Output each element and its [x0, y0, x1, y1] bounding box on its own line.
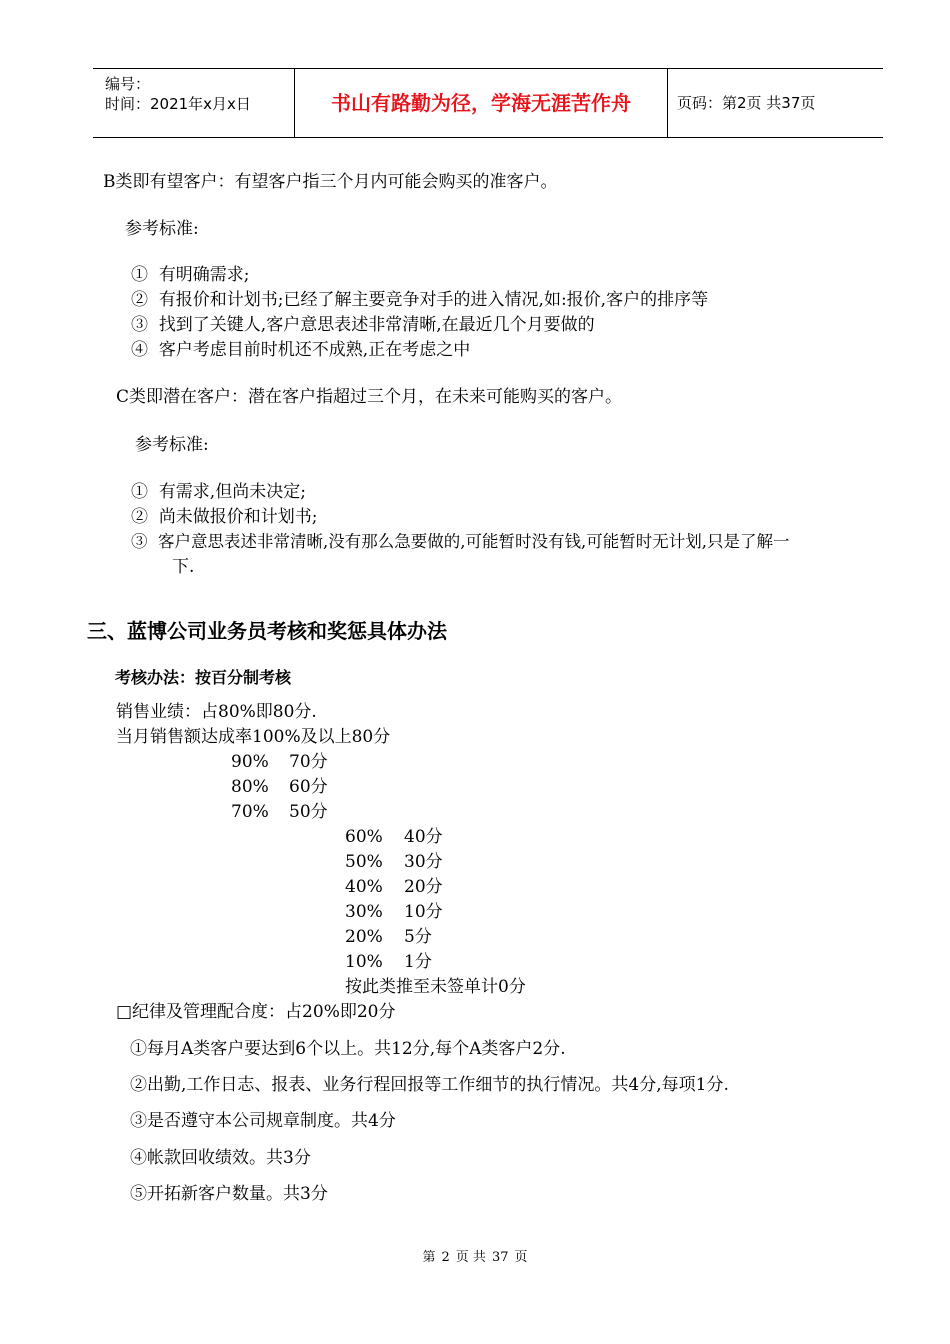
list-text: 找到了关键人,客户意思表述非常清晰,在最近几个月要做的 [158, 315, 595, 335]
footer-pre: 第 [422, 1250, 436, 1265]
score-pts: 50分 [289, 802, 328, 822]
list-item [131, 314, 595, 336]
score-pct: 10% [345, 952, 383, 972]
section-b-ref-label: 参考标准: [125, 219, 199, 239]
discipline-item: ⑤开拓新客户数量。共3分 [130, 1184, 328, 1204]
list-item [131, 289, 708, 311]
page-header [93, 68, 883, 138]
score-row [345, 876, 443, 898]
score-pct: 60% [345, 827, 383, 847]
header-meta-cell [93, 69, 295, 137]
page-footer [0, 1246, 950, 1265]
discipline-item: ③是否遵守本公司规章制度。共4分 [130, 1111, 396, 1131]
list-mark: ① [131, 265, 148, 285]
list-text: 尚未做报价和计划书; [158, 507, 318, 527]
number-label: 编号： [105, 75, 151, 93]
rate-line: 当月销售额达成率100%及以上80分 [116, 727, 391, 747]
score-pts: 30分 [404, 852, 443, 872]
section-3-heading: 三、蓝博公司业务员考核和奖惩具体办法 [87, 619, 447, 643]
score-pct: 70% [231, 802, 269, 822]
list-text: 客户考虑目前时机还不成熟,正在考虑之中 [158, 340, 471, 360]
list-item [131, 481, 306, 503]
score-row [345, 951, 432, 973]
score-pts: 1分 [404, 952, 432, 972]
score-pts: 70分 [289, 752, 328, 772]
footer-total: 37 [491, 1250, 509, 1265]
list-text: 有报价和计划书;已经了解主要竞争对手的进入情况,如:报价,客户的排序等 [158, 290, 709, 310]
footer-post: 页 [514, 1250, 528, 1265]
score-row [345, 851, 443, 873]
discipline-item: ①每月A类客户要达到6个以上。共12分,每个A类客户2分. [130, 1039, 566, 1059]
list-item-continuation: 下. [172, 557, 195, 577]
footer-mid: 页 共 [455, 1250, 486, 1265]
score-row [231, 801, 328, 823]
list-item [131, 339, 470, 361]
discipline-line: □纪律及管理配合度：占20%即20分 [116, 1002, 396, 1022]
header-motto: 书山有路勤为径，学海无涯苦作舟 [295, 69, 668, 137]
score-end-line: 按此类推至未签单计0分 [345, 977, 526, 997]
score-pct: 90% [231, 752, 269, 772]
score-row [345, 901, 443, 923]
list-mark: ③ [131, 532, 148, 551]
list-mark: ④ [131, 340, 148, 360]
list-text: 有明确需求; [158, 265, 250, 285]
score-pts: 5分 [404, 927, 432, 947]
list-item [131, 506, 318, 528]
score-pct: 40% [345, 877, 383, 897]
section-c-title: C类即潜在客户：潜在客户指超过三个月，在未来可能购买的客户。 [116, 387, 623, 407]
section-b-title: B类即有望客户：有望客户指三个月内可能会购买的准客户。 [103, 172, 558, 192]
list-mark: ③ [131, 315, 148, 335]
score-row [345, 826, 443, 848]
score-pct: 80% [231, 777, 269, 797]
section-c-ref-label: 参考标准: [135, 435, 209, 455]
list-text: 客户意思表述非常清晰,没有那么急要做的,可能暂时没有钱,可能暂时无计划,只是了解一 [158, 532, 790, 551]
time-label: 时间：2021年x月x日 [105, 95, 251, 113]
score-row [345, 926, 432, 948]
footer-page: 2 [441, 1250, 450, 1265]
score-pct: 50% [345, 852, 383, 872]
score-pct: 30% [345, 902, 383, 922]
list-mark: ② [131, 290, 148, 310]
score-pts: 60分 [289, 777, 328, 797]
score-row [231, 776, 328, 798]
score-pts: 40分 [404, 827, 443, 847]
list-mark: ① [131, 482, 148, 502]
score-pts: 10分 [404, 902, 443, 922]
sales-line: 销售业绩：占80%即80分. [116, 702, 317, 722]
score-row [231, 751, 328, 773]
list-text: 有需求,但尚未决定; [158, 482, 306, 502]
method-heading: 考核办法：按百分制考核 [115, 668, 292, 687]
score-pct: 20% [345, 927, 383, 947]
discipline-item: ②出勤,工作日志、报表、业务行程回报等工作细节的执行情况。共4分,每项1分. [130, 1075, 729, 1095]
discipline-item: ④帐款回收绩效。共3分 [130, 1148, 311, 1168]
list-item [131, 531, 789, 553]
list-mark: ② [131, 507, 148, 527]
score-pts: 20分 [404, 877, 443, 897]
list-item [131, 264, 250, 286]
header-page-info: 页码：第2页 共37页 [677, 94, 816, 112]
